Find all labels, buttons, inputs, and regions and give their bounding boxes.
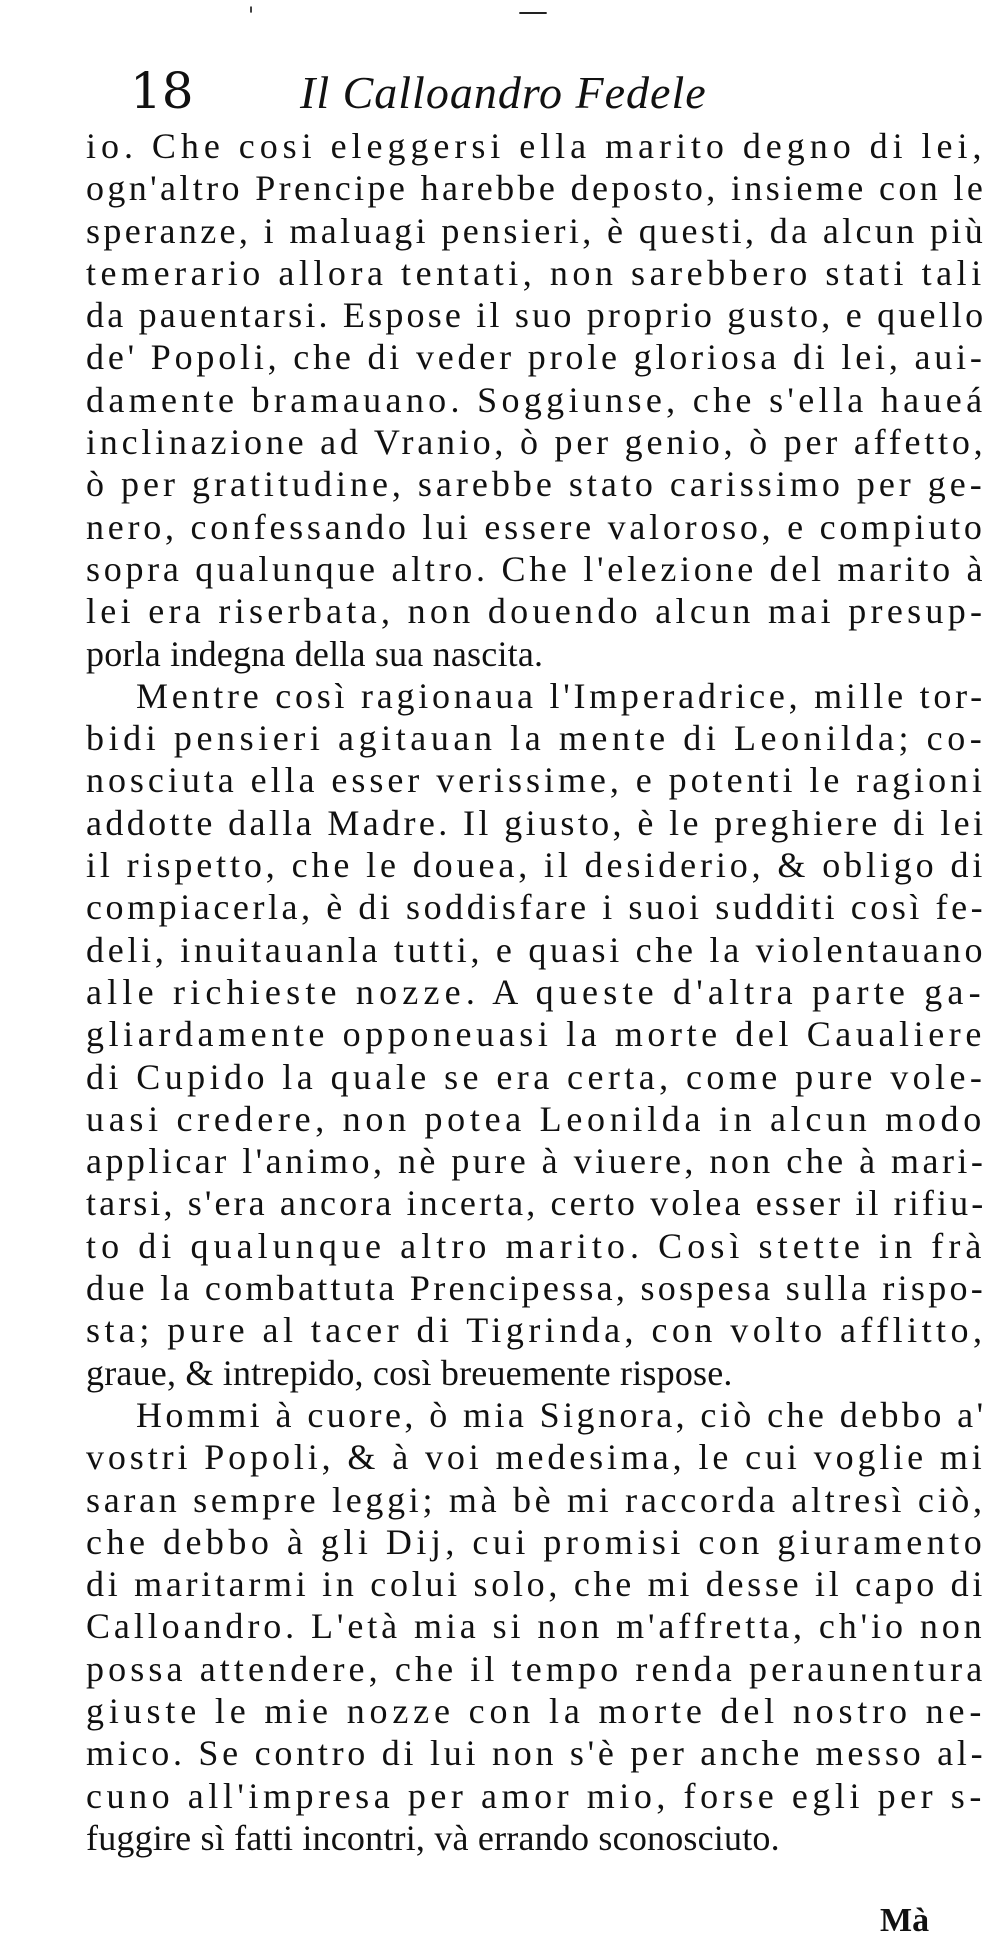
text-line: vostri Popoli, & à voi medesima, le cui voglie mi: [86, 1437, 986, 1478]
text-line: compiacerla, è di soddisfare i suoi sudditi così fe-: [86, 887, 987, 928]
running-title: Il Calloandro Fedele: [300, 67, 707, 118]
top-dash-mark: —: [518, 0, 548, 29]
text-line: addotte dalla Madre. Il giusto, è le preghiere di lei: [86, 802, 987, 843]
text-line: lei era riserbata, non douendo alcun mai presup-: [86, 591, 987, 632]
text-line: nosciuta ella esser verissime, e potenti le ragioni: [86, 760, 986, 801]
text-line: il rispetto, che le douea, il desiderio, & obligo di: [86, 845, 987, 886]
text-line: mico. Se contro di lui non s'è per anche messo al-: [86, 1733, 987, 1774]
text-line: porla indegna della sua nascita.: [86, 633, 544, 674]
text-line: to di qualunque altro marito. Così stette in frà: [86, 1225, 987, 1266]
text-line: ò per gratitudine, sarebbe stato carissimo per ge-: [86, 464, 986, 505]
text-line: di maritarmi in colui solo, che mi desse il capo di: [86, 1564, 987, 1605]
text-line: ogn'altro Prencipe harebbe deposto, insieme con le: [86, 168, 987, 209]
text-line: de' Popoli, che di veder prole gloriosa di lei, aui-: [86, 337, 986, 378]
text-line: nero, confessando lui essere valoroso, e compiuto: [86, 506, 986, 547]
top-ink-mark: ': [248, 4, 255, 29]
text-line: che debbo à gli Dij, cui promisi con giuramento: [86, 1521, 987, 1562]
text-line: tarsi, s'era ancora incerta, certo volea esser il rifiu-: [86, 1183, 987, 1224]
body-text: [86, 125, 986, 1859]
text-line: alle richieste nozze. A queste d'altra parte ga-: [86, 971, 986, 1012]
text-line: cuno all'impresa per amor mio, forse egli per s-: [86, 1775, 986, 1816]
text-line: da pauentarsi. Espose il suo proprio gusto, e quello: [86, 295, 987, 336]
text-line: io. Che cosi eleggersi ella marito degno di lei,: [86, 126, 987, 166]
text-line: sopra qualunque altro. Che l'elezione del marito à: [86, 548, 987, 589]
page-header: [130, 62, 930, 132]
text-line: speranze, i maluagi pensieri, è questi, da alcun più: [86, 210, 987, 251]
text-line: deli, inuitauanla tutti, e quasi che la violentauano: [86, 929, 987, 970]
text-line: uasi credere, non potea Leonilda in alcun modo: [86, 1098, 986, 1139]
text-line: possa attendere, che il tempo renda peraunentura: [86, 1648, 987, 1689]
text-line: bidi pensieri agitauan la mente di Leonilda; co-: [86, 718, 987, 759]
text-line: Calloandro. L'età mia si non m'affretta, ch'io non: [86, 1606, 986, 1647]
text-line: Mentre così ragionaua l'Imperadrice, mille tor-: [136, 675, 986, 716]
catchword: Mà: [880, 1902, 930, 1939]
text-line: giuste le mie nozze con la morte del nostro ne-: [86, 1690, 987, 1731]
page-number: 18: [130, 62, 194, 120]
text-line: fuggire sì fatti incontri, và errando sconosciuto.: [86, 1817, 780, 1858]
text-line: sta; pure al tacer di Tigrinda, con volto afflitto,: [86, 1310, 987, 1351]
text-line: saran sempre leggi; mà bè mi raccorda altresì ciò,: [86, 1479, 986, 1520]
text-line: di Cupido la quale se era certa, come pure vole-: [86, 1056, 987, 1097]
text-line: graue, & intrepido, così breuemente rispose.: [86, 1352, 733, 1393]
text-line: Hommi à cuore, ò mia Signora, ciò che debbo a': [136, 1394, 987, 1435]
text-line: due la combattuta Prencipessa, sospesa sulla rispo-: [86, 1268, 987, 1309]
text-line: gliardamente opponeuasi la morte del Caualiere: [86, 1014, 986, 1055]
text-line: damente bramauano. Soggiunse, che s'ella haueá: [86, 379, 987, 420]
text-line: temerario allora tentati, non sarebbero stati tali: [86, 252, 986, 293]
text-line: applicar l'animo, nè pure à viuere, non che à mari-: [86, 1141, 987, 1182]
text-line: inclinazione ad Vranio, ò per genio, ò per affetto,: [86, 422, 987, 463]
